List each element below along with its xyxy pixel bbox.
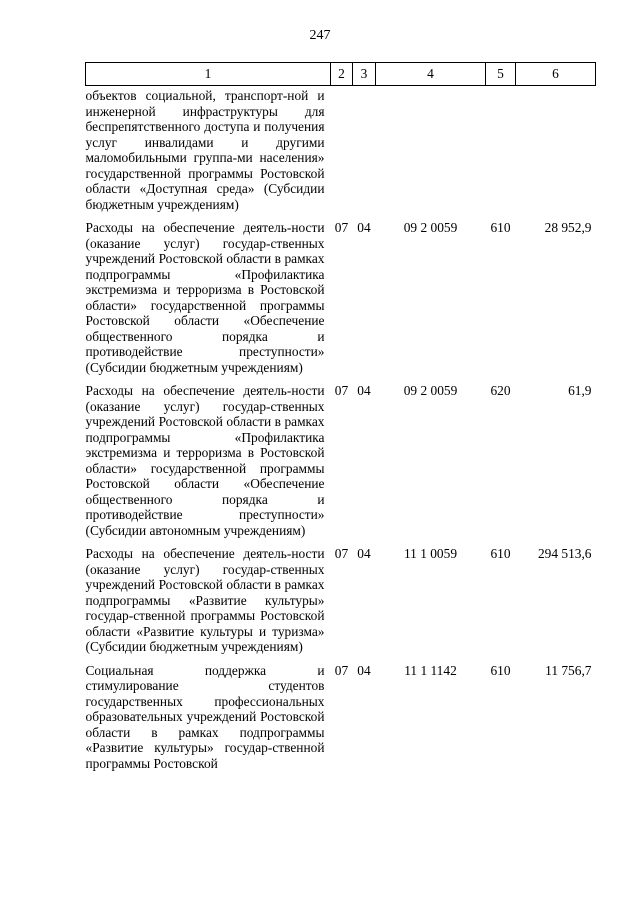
row-section: 07 xyxy=(334,546,349,561)
table-row xyxy=(86,655,596,772)
row-target-article xyxy=(376,86,486,213)
row-subsection: 04 xyxy=(357,662,371,678)
row-description: Расходы на обеспечение деятель-ности (оказание услуг) государ-ственных учреждений Ростовской области в рамках подпрограммы «Профилактика экстремизма и терроризма в Ростовской области» государственной программы Ростовской области «Обеспечение общественного порядка и противодействие преступности» (Субсидии автономным учреждениям) xyxy=(85,383,325,538)
table-row xyxy=(86,212,596,375)
row-section: 07 xyxy=(334,662,349,678)
row-expense-type: 620 xyxy=(490,383,511,398)
row-expense-type: 610 xyxy=(490,220,511,235)
table-row xyxy=(86,375,596,538)
row-subsection: 04 xyxy=(357,546,371,561)
row-expense-type xyxy=(486,86,516,213)
column-header-1: 1 xyxy=(86,63,331,86)
table-row xyxy=(86,538,596,655)
table-row xyxy=(86,86,596,213)
row-amount: 28 952,9 xyxy=(544,220,592,235)
row-description: Расходы на обеспечение деятель-ности (оказание услуг) государ-ственных учреждений Ростовской области в рамках подпрограммы «Развитие культуры» государ-ственной программы Ростовской области «Развитие культуры и туризма» (Субсидии бюджетным учреждениям) xyxy=(85,546,325,654)
column-header-5: 5 xyxy=(486,63,516,86)
row-subsection xyxy=(353,86,376,213)
column-header-6: 6 xyxy=(516,63,596,86)
row-target-article: 09 2 0059 xyxy=(403,220,458,235)
row-description: Социальная поддержка и стимулирование студентов государственных профессиональных образовательных учреждений Ростовской области в рамках подпрограммы «Развитие культуры» государ-ственной программы Ростовской xyxy=(85,662,325,771)
row-target-article: 09 2 0059 xyxy=(403,383,458,398)
row-target-article: 11 1 0059 xyxy=(403,546,458,561)
column-header-3: 3 xyxy=(353,63,376,86)
row-section: 07 xyxy=(334,383,349,398)
row-expense-type: 610 xyxy=(490,546,511,561)
row-amount: 294 513,6 xyxy=(537,546,592,561)
budget-table xyxy=(85,62,596,771)
row-target-article: 11 1 1142 xyxy=(404,662,457,678)
page-number: 247 xyxy=(309,28,331,43)
column-header-2: 2 xyxy=(331,63,353,86)
row-amount: 61,9 xyxy=(568,383,592,398)
row-amount xyxy=(516,86,596,213)
column-header-4: 4 xyxy=(376,63,486,86)
header-row xyxy=(86,63,596,86)
row-description: объектов социальной, транспорт-ной и инженерной инфраструктуры для беспрепятственного доступа и получения услуг инвалидами и другими маломобильными группа-ми населения» государственной программы Ростовской области «Доступная среда» (Субсидии бюджетным учреждениям) xyxy=(85,88,325,212)
row-section: 07 xyxy=(334,220,349,235)
row-section xyxy=(331,86,353,213)
row-amount: 11 756,7 xyxy=(545,662,592,678)
row-subsection: 04 xyxy=(357,220,371,235)
row-description: Расходы на обеспечение деятель-ности (оказание услуг) государ-ственных учреждений Ростовской области в рамках подпрограммы «Профилактика экстремизма и терроризма в Ростовской области» государственной программы Ростовской области «Обеспечение общественного порядка и противодействие преступности» (Субсидии бюджетным учреждениям) xyxy=(85,220,325,375)
row-expense-type: 610 xyxy=(490,662,511,678)
row-subsection: 04 xyxy=(357,383,371,398)
